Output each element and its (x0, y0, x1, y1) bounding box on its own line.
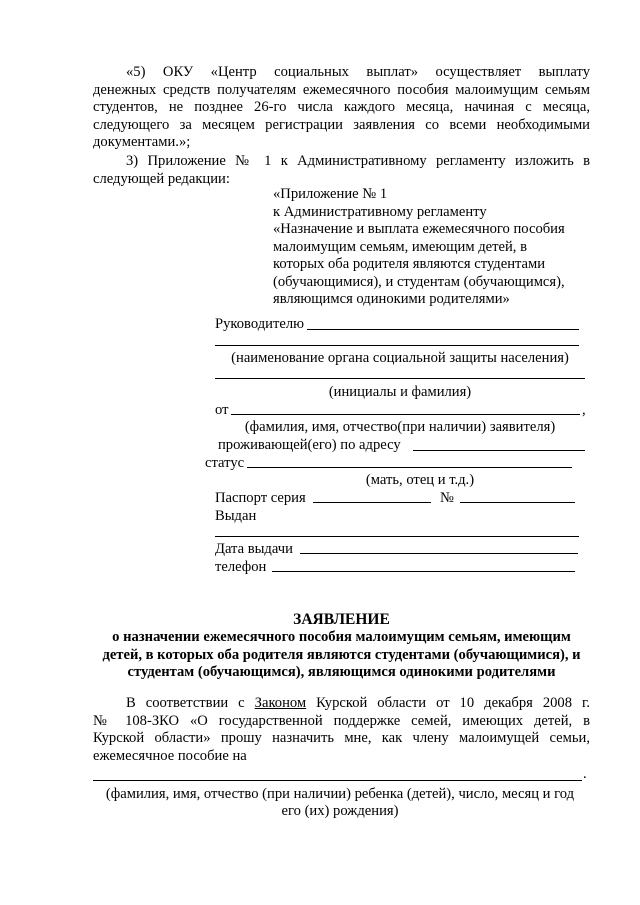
phone-label: телефон (215, 559, 267, 575)
child-info-field[interactable] (93, 780, 582, 781)
initials-caption: (инициалы и фамилия) (328, 384, 472, 400)
from-label: от (215, 402, 229, 418)
paragraph-item-3: 3) Приложение № 1 к Административному регламенту изложить в следующей редакции: (93, 153, 590, 187)
fio-caption: (фамилия, имя, отчество(при наличии) заявителя) (244, 419, 556, 435)
head-name-field[interactable] (307, 329, 579, 330)
issued-label: Выдан (215, 508, 257, 524)
number-label: № (440, 490, 454, 506)
status-field[interactable] (247, 467, 572, 468)
initials-field[interactable] (215, 378, 585, 379)
passport-series-field[interactable] (313, 502, 431, 503)
passport-label: Паспорт серия (215, 490, 306, 506)
statement-subtitle: о назначении ежемесячного пособия малоимущим семьям, имеющим детей, в которых оба родителя являются студентами (обучающимися), и студентам (обучающимся), являющимся одинокими родителями (102, 629, 581, 680)
statement-heading: ЗАЯВЛЕНИЕ (293, 611, 390, 628)
phone-field[interactable] (272, 571, 575, 572)
passport-number-field[interactable] (460, 502, 575, 503)
address-field[interactable] (413, 450, 585, 451)
from-comma: , (582, 402, 586, 418)
annex-header: «Приложение № 1 к Административному регламенту «Назначение и выплата ежемесячного пособия малоимущим семьям, имеющим детей, в которых оба родителя являются студентами (обучающимися), и студентам (обучающимся), являющимся одинокими родителями» (273, 186, 565, 307)
issued-by-field[interactable] (215, 536, 579, 537)
status-label: статус (205, 455, 245, 471)
paragraph-item-5: «5) ОКУ «Центр социальных выплат» осуществляет выплату денежных средств получателям ежемесячного пособия малоимущим семьям студентов, не позднее 26-го числа каждого месяца, начиная с месяца, следующего за месяцем регистрации заявления со всеми необходимыми документами.»; (93, 64, 590, 150)
law-link[interactable]: Законом (254, 695, 307, 711)
end-dot: . (583, 766, 587, 782)
address-label: проживающей(его) по адресу (218, 437, 401, 453)
to-label: Руководителю (215, 316, 305, 332)
org-name-field[interactable] (215, 345, 579, 346)
issue-date-label: Дата выдачи (215, 541, 293, 557)
statement-body: В соответствии с Законом Курской области от 10 декабря 2008 г. № 108-ЗКО «О государственной поддержке семей, имеющих детей, в Курской области» прошу назначить мне, как члену малоимущей семьи, ежемесячное пособие на (93, 695, 590, 764)
org-caption: (наименование органа социальной защиты населения) (231, 350, 569, 366)
applicant-name-field[interactable] (231, 414, 580, 415)
status-caption: (мать, отец и т.д.) (365, 472, 475, 488)
issue-date-field[interactable] (300, 553, 578, 554)
child-info-caption: (фамилия, имя, отчество (при наличии) ребенка (детей), число, месяц и год его (их) рождения) (105, 786, 575, 819)
